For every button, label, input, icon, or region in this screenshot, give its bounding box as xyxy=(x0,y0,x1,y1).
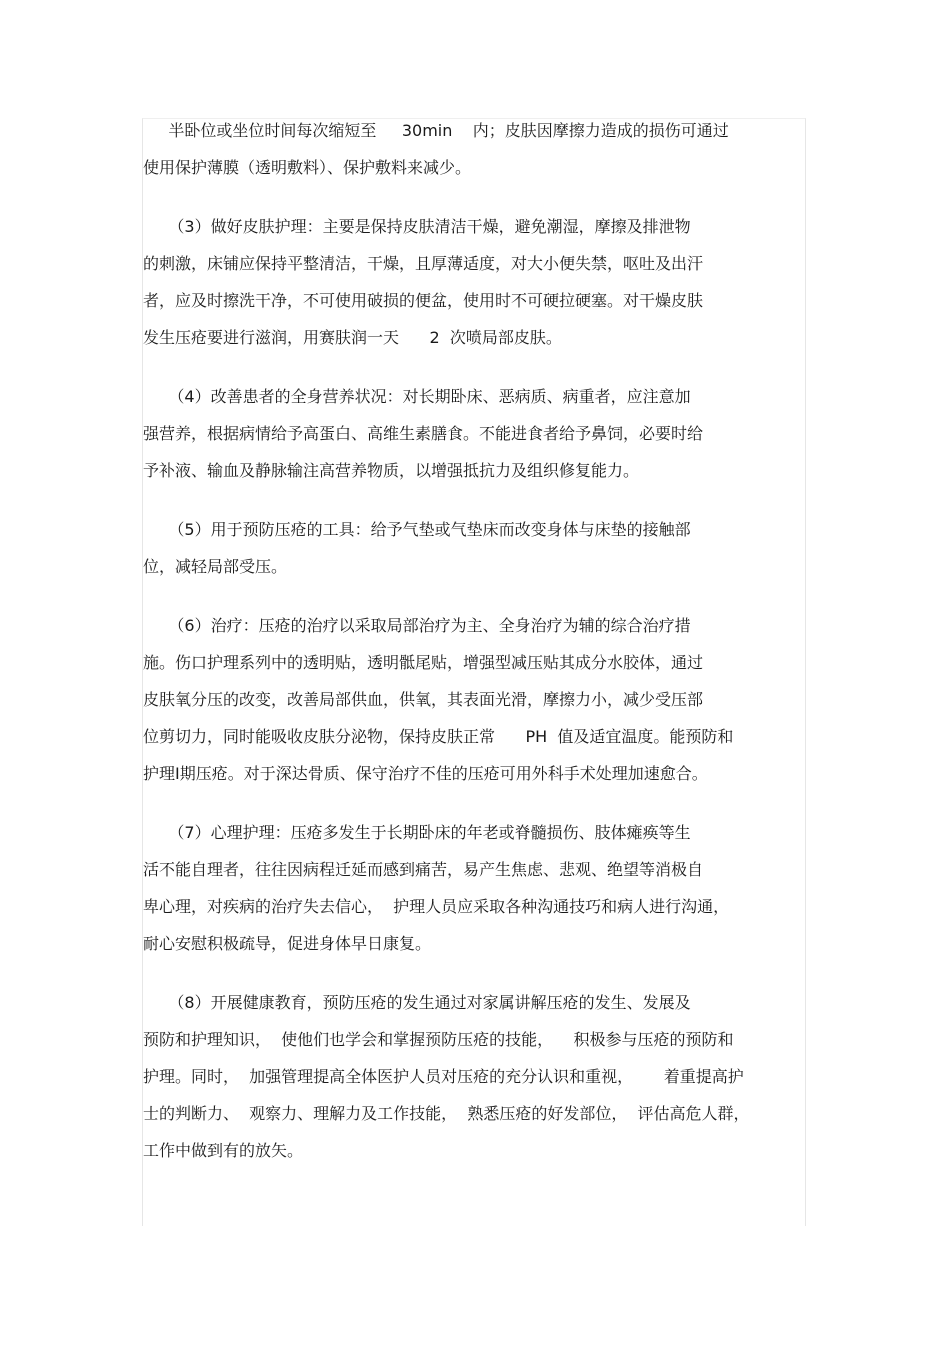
text-line: 护理Ⅰ期压疮。对于深达骨质、保守治疗不佳的压疮可用外科手术处理加速愈合。 xyxy=(143,764,708,783)
text-line: 强营养，根据病情给予高蛋白、高维生素膳食。不能进食者给予鼻饲，必要时给 xyxy=(143,424,704,443)
paragraph-gap xyxy=(143,356,808,378)
text-line: 皮肤氧分压的改变，改善局部供血，供氧，其表面光滑，摩擦力小，减少受压部 xyxy=(143,690,704,709)
text-line: 的刺激，床铺应保持平整清洁，干燥，且厚薄适度，对大小便失禁，呕吐及出汗 xyxy=(143,254,704,273)
text-line: 位剪切力，同时能吸收皮肤分泌物，保持皮肤正常 PH 值及适宜温度。能预防和 xyxy=(143,727,734,746)
text-line: 发生压疮要进行滋润，用赛肤润一天 2 次喷局部皮肤。 xyxy=(143,328,562,347)
paragraph-gap xyxy=(143,962,808,984)
text-line: 使用保护薄膜（透明敷料）、保护敷料来减少。 xyxy=(143,158,472,177)
text-line: 半卧位或坐位时间每次缩短至 30min 内；皮肤因摩擦力造成的损伤可通过 xyxy=(143,121,729,140)
text-line: （3）做好皮肤护理：主要是保持皮肤清洁干燥，避免潮湿，摩擦及排泄物 xyxy=(143,217,691,236)
text-line: （7）心理护理：压疮多发生于长期卧床的年老或脊髓损伤、肢体瘫痪等生 xyxy=(143,823,691,842)
text-line: （5）用于预防压疮的工具：给予气垫或气垫床而改变身体与床垫的接触部 xyxy=(143,520,691,539)
paragraph-7 xyxy=(143,984,808,1169)
text-line: 活不能自理者，往往因病程迁延而感到痛苦，易产生焦虑、悲观、绝望等消极自 xyxy=(143,860,704,879)
text-line: 位，减轻局部受压。 xyxy=(143,557,288,576)
text-line: 者，应及时擦洗干净，不可使用破损的便盆，使用时不可硬拉硬塞。对干燥皮肤 xyxy=(143,291,704,310)
paragraph-1 xyxy=(143,112,808,186)
paragraph-5 xyxy=(143,607,808,792)
paragraph-gap xyxy=(143,186,808,208)
text-line: 护理。同时， 加强管理提高全体医护人员对压疮的充分认识和重视， 着重提高护 xyxy=(143,1067,744,1086)
paragraph-3 xyxy=(143,378,808,489)
text-line: （6）治疗：压疮的治疗以采取局部治疗为主、全身治疗为辅的综合治疗措 xyxy=(143,616,691,635)
text-line: 耐心安慰积极疏导，促进身体早日康复。 xyxy=(143,934,432,953)
paragraph-6 xyxy=(143,814,808,962)
text-line: 工作中做到有的放矢。 xyxy=(143,1141,304,1160)
text-line: （8）开展健康教育，预防压疮的发生通过对家属讲解压疮的发生、发展及 xyxy=(143,993,691,1012)
paragraph-gap xyxy=(143,792,808,814)
paragraph-4 xyxy=(143,511,808,585)
text-line: 施。伤口护理系列中的透明贴，透明骶尾贴，增强型减压贴其成分水胶体，通过 xyxy=(143,653,704,672)
text-line: 士的判断力、 观察力、理解力及工作技能， 熟悉压疮的好发部位， 评估高危人群， xyxy=(143,1104,750,1123)
paragraph-gap xyxy=(143,585,808,607)
text-line: 卑心理，对疾病的治疗失去信心， 护理人员应采取各种沟通技巧和病人进行沟通， xyxy=(143,897,730,916)
document-body xyxy=(143,112,808,1169)
text-line: （4）改善患者的全身营养状况：对长期卧床、恶病质、病重者，应注意加 xyxy=(143,387,691,406)
paragraph-gap xyxy=(143,489,808,511)
text-line: 预防和护理知识， 使他们也学会和掌握预防压疮的技能， 积极参与压疮的预防和 xyxy=(143,1030,734,1049)
text-line: 予补液、输血及静脉输注高营养物质，以增强抵抗力及组织修复能力。 xyxy=(143,461,640,480)
paragraph-2 xyxy=(143,208,808,356)
